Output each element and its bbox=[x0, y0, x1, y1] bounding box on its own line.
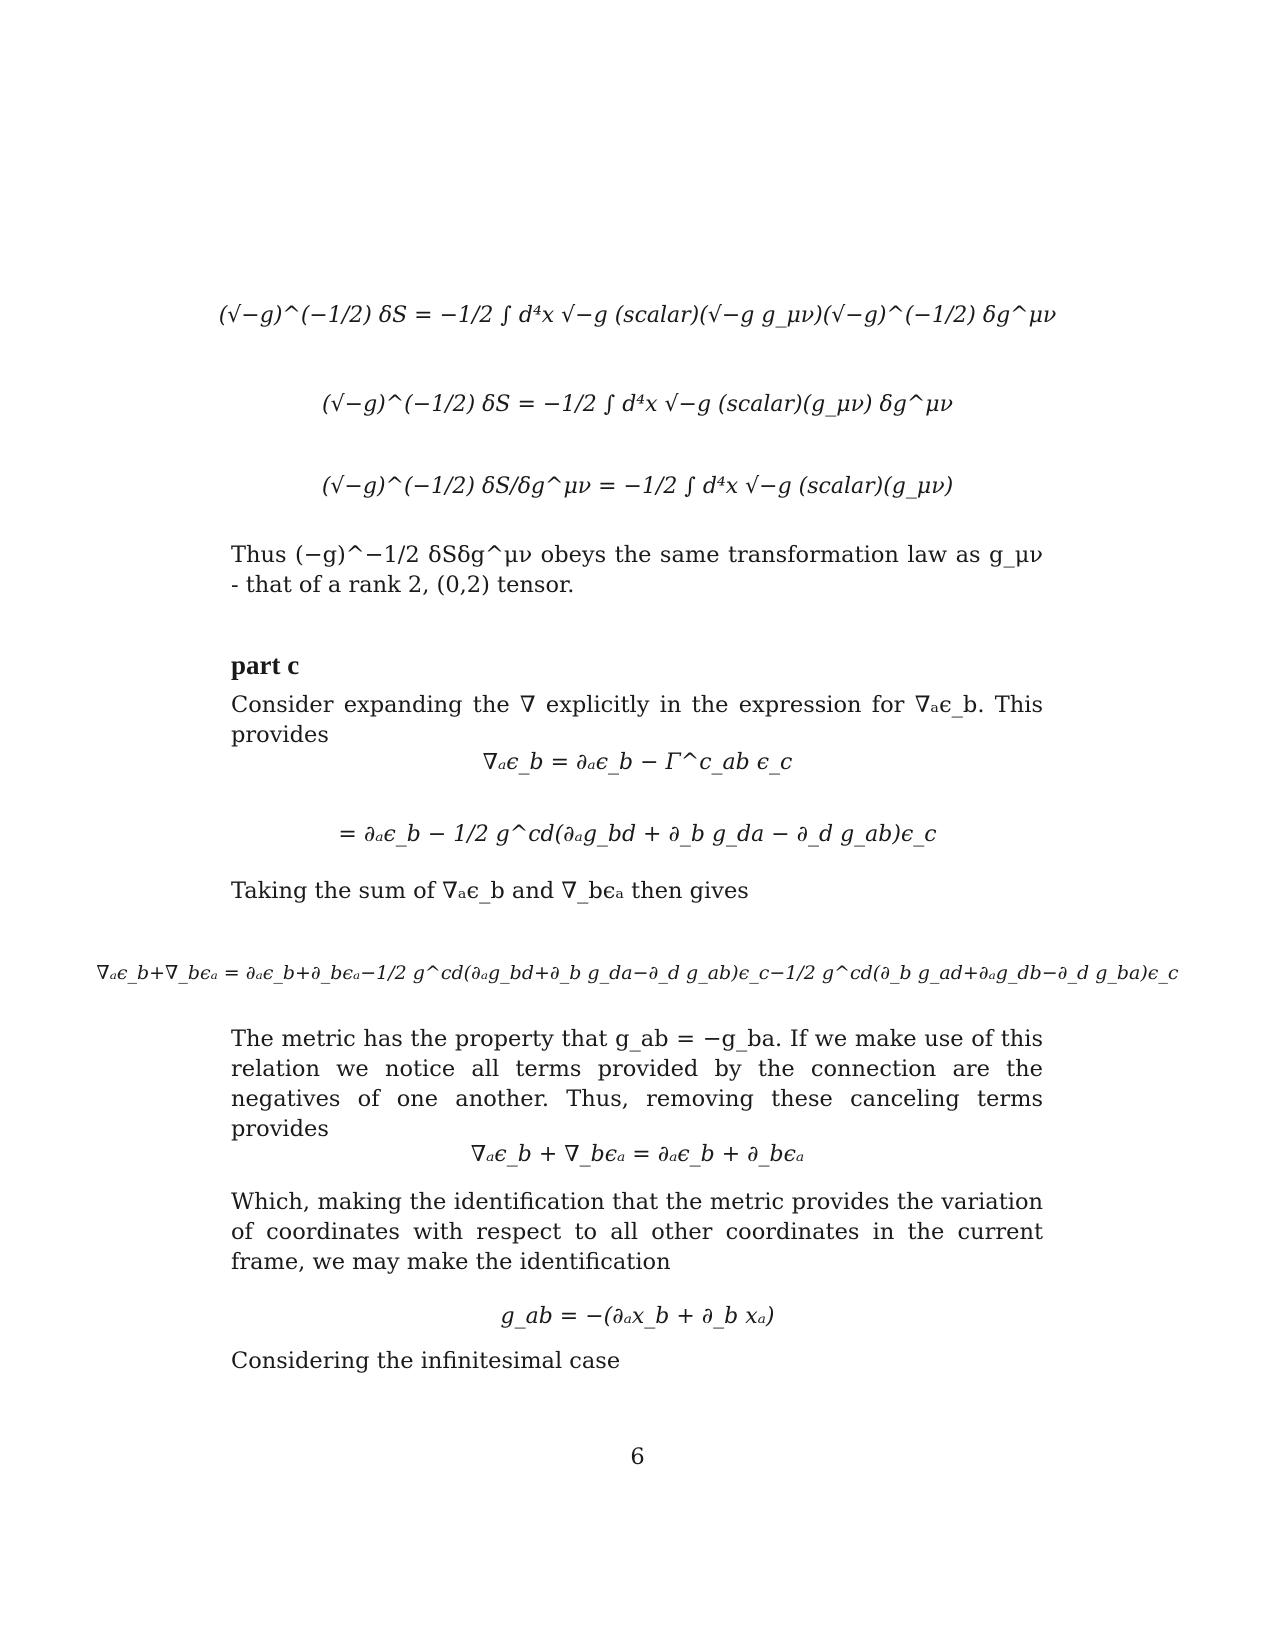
equation-1: (√−g)^(−1/2) δS = −1/2 ∫ d⁴x √−g (scalar)(√−g g_μν)(√−g)^(−1/2) δg^μν bbox=[218, 303, 1057, 328]
equation-4: ∇ₐϵ_b = ∂ₐϵ_b − Γ^c_ab ϵ_c bbox=[482, 750, 793, 775]
paragraph-3: Taking the sum of ∇ₐϵ_b and ∇_bϵₐ then gives bbox=[231, 878, 749, 904]
section-heading: part c bbox=[231, 650, 300, 680]
paragraph-2: Consider expanding the ∇ explicitly in the expression for ∇ₐϵ_b. This provides bbox=[231, 692, 1043, 748]
equation-7: ∇ₐϵ_b + ∇_bϵₐ = ∂ₐϵ_b + ∂_bϵₐ bbox=[470, 1142, 805, 1167]
paragraph-4: The metric has the property that g_ab = −g_ba. If we make use of this relation we notice all terms provided by the connection are the negatives of one another. Thus, removing these canceling terms provides bbox=[231, 1026, 1043, 1142]
equation-8: g_ab = −(∂ₐx_b + ∂_b xₐ) bbox=[500, 1304, 775, 1329]
paragraph-5: Which, making the identification that the metric provides the variation of coordinates with respect to all other coordinates in the current frame, we may make the identification bbox=[231, 1189, 1043, 1275]
paragraph-1: Thus (−g)^−1/2 δSδg^μν obeys the same transformation law as g_μν - that of a rank 2, (0,2) tensor. bbox=[231, 542, 1043, 598]
equation-2: (√−g)^(−1/2) δS = −1/2 ∫ d⁴x √−g (scalar)(g_μν) δg^μν bbox=[322, 392, 953, 417]
equation-5: = ∂ₐϵ_b − 1/2 g^cd(∂ₐg_bd + ∂_b g_da − ∂_d g_ab)ϵ_c bbox=[338, 822, 937, 847]
equation-6: ∇ₐϵ_b+∇_bϵₐ = ∂ₐϵ_b+∂_bϵₐ−1/2 g^cd(∂ₐg_bd+∂_b g_da−∂_d g_ab)ϵ_c−1/2 g^cd(∂_b g_ad+∂ₐg_db−∂_d g_ba)ϵ_c bbox=[96, 962, 1179, 984]
page-number: 6 bbox=[630, 1444, 645, 1470]
paragraph-6: Considering the infinitesimal case bbox=[231, 1348, 621, 1374]
equation-3: (√−g)^(−1/2) δS/δg^μν = −1/2 ∫ d⁴x √−g (scalar)(g_μν) bbox=[321, 474, 954, 499]
